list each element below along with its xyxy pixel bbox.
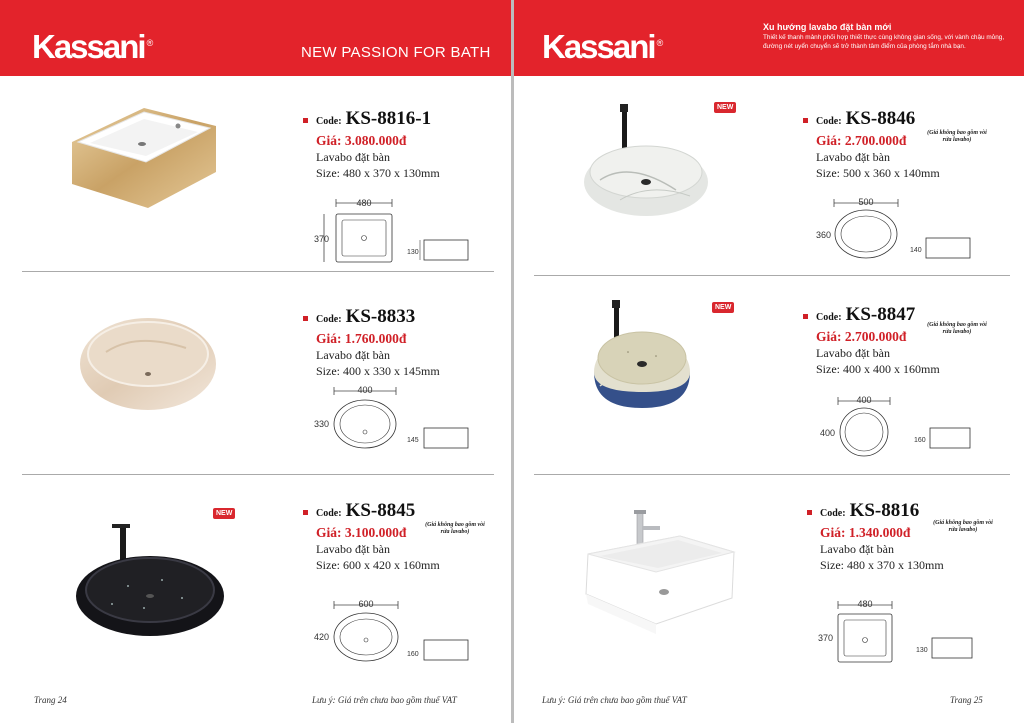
svg-text:360: 360 — [816, 230, 832, 240]
product-size: Size: 480 x 370 x 130mm — [316, 166, 440, 180]
product-code: KS-8833 — [345, 306, 416, 327]
trend-text: Thiết kế thanh mảnh phối hợp thiết thực cùng không gian sống, với vành chậu mỏng, đường nét uyển chuyển sẽ trở thành tâm điểm của phòng tắm nhà bạn. — [763, 34, 1005, 50]
product-info-ks-8845 — [316, 500, 511, 573]
svg-text:500: 500 — [858, 197, 874, 207]
code-label: Code: — [816, 116, 842, 127]
product-type: Lavabo đặt bàn — [316, 150, 390, 164]
code-label: Code: — [316, 508, 342, 519]
svg-text:140: 140 — [910, 247, 922, 254]
svg-text:160: 160 — [407, 651, 419, 658]
product-image-ks-8846 — [580, 100, 710, 222]
bullet-icon — [303, 510, 308, 515]
svg-text:130: 130 — [407, 249, 419, 256]
technical-drawing-ks-8846 — [814, 194, 974, 264]
brand-logo: Kassani ® — [542, 28, 664, 65]
product-type: Lavabo đặt bàn — [316, 348, 390, 362]
page-number: Trang 24 — [34, 695, 67, 705]
section-divider — [534, 474, 1010, 475]
code-label: Code: — [820, 508, 846, 519]
vat-note: Lưu ý: Giá trên chưa bao gồm thuế VAT — [542, 695, 687, 705]
svg-text:400: 400 — [357, 385, 373, 395]
vat-note: Lưu ý: Giá trên chưa bao gồm thuế VAT — [312, 695, 457, 705]
product-info-ks-8846 — [816, 108, 1016, 181]
svg-text:400: 400 — [820, 428, 836, 438]
svg-text:400: 400 — [856, 395, 872, 405]
product-size: Size: 400 x 400 x 160mm — [816, 362, 940, 376]
code-label: Code: — [316, 116, 342, 127]
svg-text:160: 160 — [914, 437, 926, 444]
code-label: Code: — [316, 314, 342, 325]
product-type: Lavabo đặt bàn — [316, 542, 390, 556]
product-code: KS-8816 — [849, 500, 920, 521]
bullet-icon — [303, 316, 308, 321]
product-type: Lavabo đặt bàn — [816, 150, 890, 164]
product-image-ks-8847 — [590, 296, 694, 412]
bullet-icon — [803, 314, 808, 319]
svg-text:130: 130 — [916, 647, 928, 654]
product-info-ks-8847 — [816, 304, 1016, 377]
product-image-ks-8833 — [76, 312, 220, 414]
price-note: (Giá không bao gồm vòi rửa lavabo) — [927, 322, 987, 335]
section-divider — [22, 474, 494, 475]
technical-drawing-ks-8833 — [312, 382, 472, 452]
product-image-ks-8816-1 — [68, 100, 220, 212]
code-label: Code: — [816, 312, 842, 323]
svg-text:480: 480 — [356, 198, 372, 208]
product-price: Giá: 2.700.000đ — [816, 133, 907, 148]
slogan: NEW PASSION FOR BATH — [301, 44, 491, 61]
price-note: (Giá không bao gồm vòi rửa lavabo) — [425, 522, 485, 535]
product-code: KS-8846 — [845, 108, 916, 129]
technical-drawing-ks-8816 — [816, 596, 976, 666]
svg-text:370: 370 — [314, 234, 330, 244]
catalog-page-left — [0, 0, 511, 723]
section-divider — [534, 275, 1010, 276]
product-size: Size: 480 x 370 x 130mm — [820, 558, 944, 572]
product-type: Lavabo đặt bàn — [816, 346, 890, 360]
svg-text:145: 145 — [407, 437, 419, 444]
trend-title: Xu hướng lavabo đặt bàn mới — [763, 22, 892, 32]
product-code: KS-8845 — [345, 500, 416, 521]
product-price: Giá: 1.760.000đ — [316, 331, 407, 346]
product-size: Size: 600 x 420 x 160mm — [316, 558, 440, 572]
product-price: Giá: 2.700.000đ — [816, 329, 907, 344]
product-price: Giá: 1.340.000đ — [820, 525, 911, 540]
page-number: Trang 25 — [950, 695, 983, 705]
product-code: KS-8847 — [845, 304, 916, 325]
technical-drawing-ks-8816-1 — [312, 194, 472, 266]
brand-logo: Kassani ® — [32, 28, 154, 65]
product-code: KS-8816-1 — [345, 108, 432, 129]
catalog-page-right — [514, 0, 1024, 723]
technical-drawing-ks-8847 — [814, 392, 974, 462]
svg-text:370: 370 — [818, 633, 834, 643]
product-image-ks-8845 — [72, 520, 228, 638]
price-note: (Giá không bao gồm vòi rửa lavabo) — [933, 520, 993, 533]
product-image-ks-8816 — [582, 508, 740, 638]
svg-text:330: 330 — [314, 419, 330, 429]
product-size: Size: 500 x 360 x 140mm — [816, 166, 940, 180]
technical-drawing-ks-8845 — [312, 596, 472, 666]
bullet-icon — [303, 118, 308, 123]
new-badge: NEW — [714, 102, 736, 113]
product-price: Giá: 3.080.000đ — [316, 133, 407, 148]
product-info-ks-8833 — [316, 306, 511, 379]
product-size: Size: 400 x 330 x 145mm — [316, 364, 440, 378]
bullet-icon — [807, 510, 812, 515]
new-badge: NEW — [213, 508, 235, 519]
product-info-ks-8816 — [820, 500, 1020, 573]
bullet-icon — [803, 118, 808, 123]
svg-text:420: 420 — [314, 632, 330, 642]
price-note: (Giá không bao gồm vòi rửa lavabo) — [927, 130, 987, 143]
svg-text:480: 480 — [857, 599, 873, 609]
product-price: Giá: 3.100.000đ — [316, 525, 407, 540]
product-type: Lavabo đặt bàn — [820, 542, 894, 556]
section-divider — [22, 271, 494, 272]
page-header — [0, 0, 511, 76]
new-badge: NEW — [712, 302, 734, 313]
product-info-ks-8816-1 — [316, 108, 511, 181]
svg-text:600: 600 — [358, 599, 374, 609]
page-header — [514, 0, 1024, 76]
